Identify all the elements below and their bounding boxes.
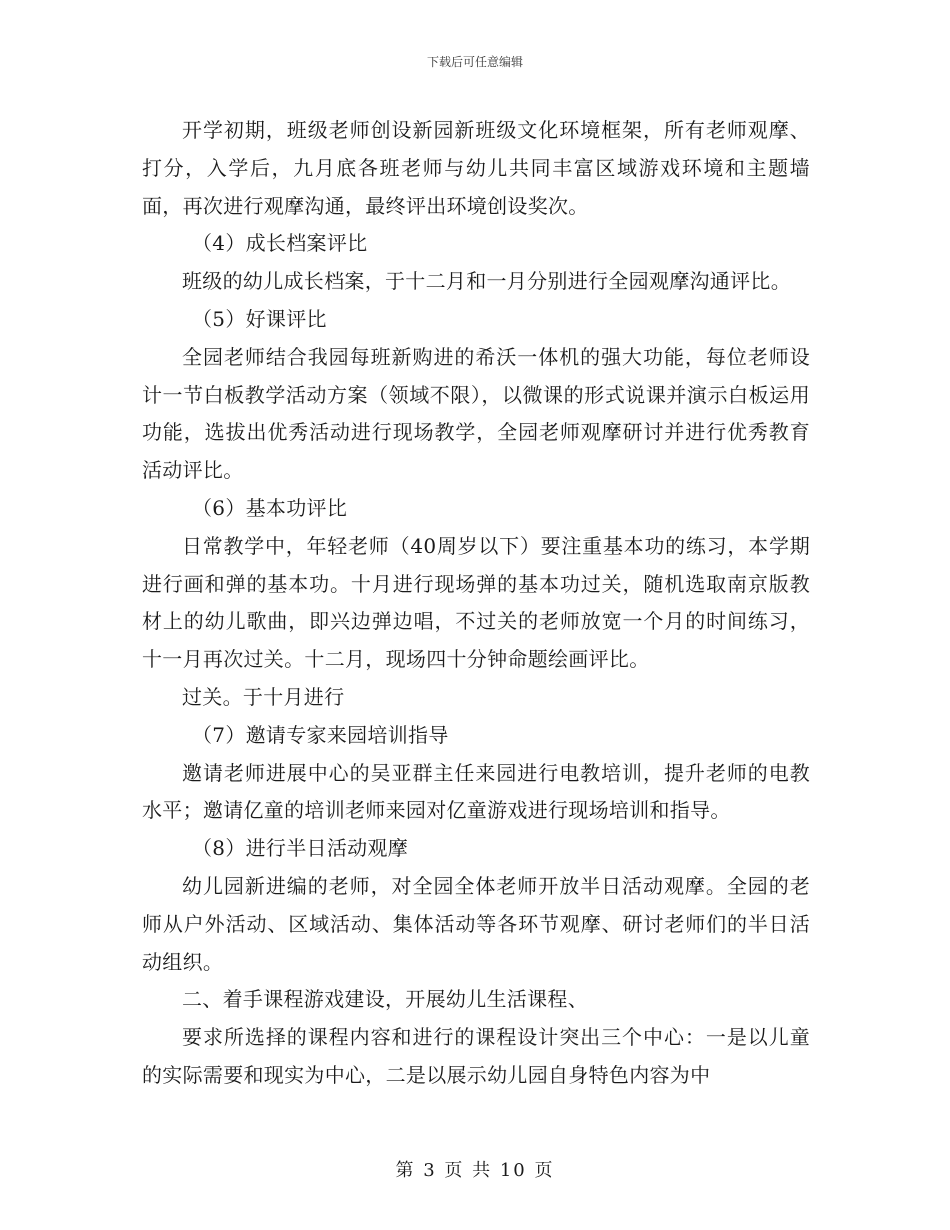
paragraph-pass-october: 过关。于十月进行 — [182, 684, 345, 709]
page-header: 下载后可任意编辑 — [426, 55, 523, 69]
paragraph-basic-skills: 日常教学中，年轻老师（40周岁以下）要注重基本功的练习，本学期进行画和弹的基本功。十月进行现场弹的基本功过关，随机选取南京版教材上的幼儿歌曲，即兴边弹边唱，不过关的老师放宽一个月的时间练习，十一月再次过关。十二月，现场四十分钟命题绘画评比。 — [142, 533, 810, 672]
paragraph-half-day-observation: 幼儿园新进编的老师，对全园全体老师开放半日活动观摩。全园的老师从户外活动、区域活动、集体活动等各环节观摩、研讨老师们的半日活动组织。 — [142, 873, 810, 974]
heading-half-day-observation: （8）进行半日活动观摩 — [192, 836, 409, 861]
paragraph-environment: 开学初期，班级老师创设新园新班级文化环境框架，所有老师观摩、打分，入学后，九月底各班老师与幼儿共同丰富区域游戏环境和主题墙面，再次进行观摩沟通，最终评出环境创设奖次。 — [142, 118, 810, 218]
heading-curriculum-construction: 二、着手课程游戏建设，开展幼儿生活课程、 — [182, 987, 588, 1012]
document-body — [142, 112, 810, 1095]
paragraph-expert-training: 邀请老师进展中心的吴亚群主任来园进行电教培训，提升老师的电教水平；邀请亿童的培训老师来园对亿童游戏进行现场培训和指导。 — [142, 760, 810, 823]
paragraph-good-lesson: 全园老师结合我园每班新购进的希沃一体机的强大功能，每位老师设计一节白板教学活动方案（领域不限），以微课的形式说课并演示白板运用功能，选拔出优秀活动进行现场教学，全园老师观摩研讨并进行优秀教育活动评比。 — [142, 344, 810, 483]
page-footer: 第 3 页 共 10 页 — [395, 1160, 555, 1181]
heading-basic-skills: （6）基本功评比 — [192, 495, 348, 520]
heading-good-lesson: （5）好课评比 — [192, 306, 327, 331]
heading-expert-training: （7）邀请专家来园培训指导 — [192, 722, 449, 747]
paragraph-growth-archive: 班级的幼儿成长档案，于十二月和一月分别进行全园观摩沟通评比。 — [182, 269, 791, 294]
paragraph-curriculum-construction: 要求所选择的课程内容和进行的课程设计突出三个中心：一是以儿童的实际需要和现实为中心，二是以展示幼儿园自身特色内容为中 — [142, 1025, 810, 1087]
heading-growth-archive: （4）成长档案评比 — [192, 231, 368, 256]
